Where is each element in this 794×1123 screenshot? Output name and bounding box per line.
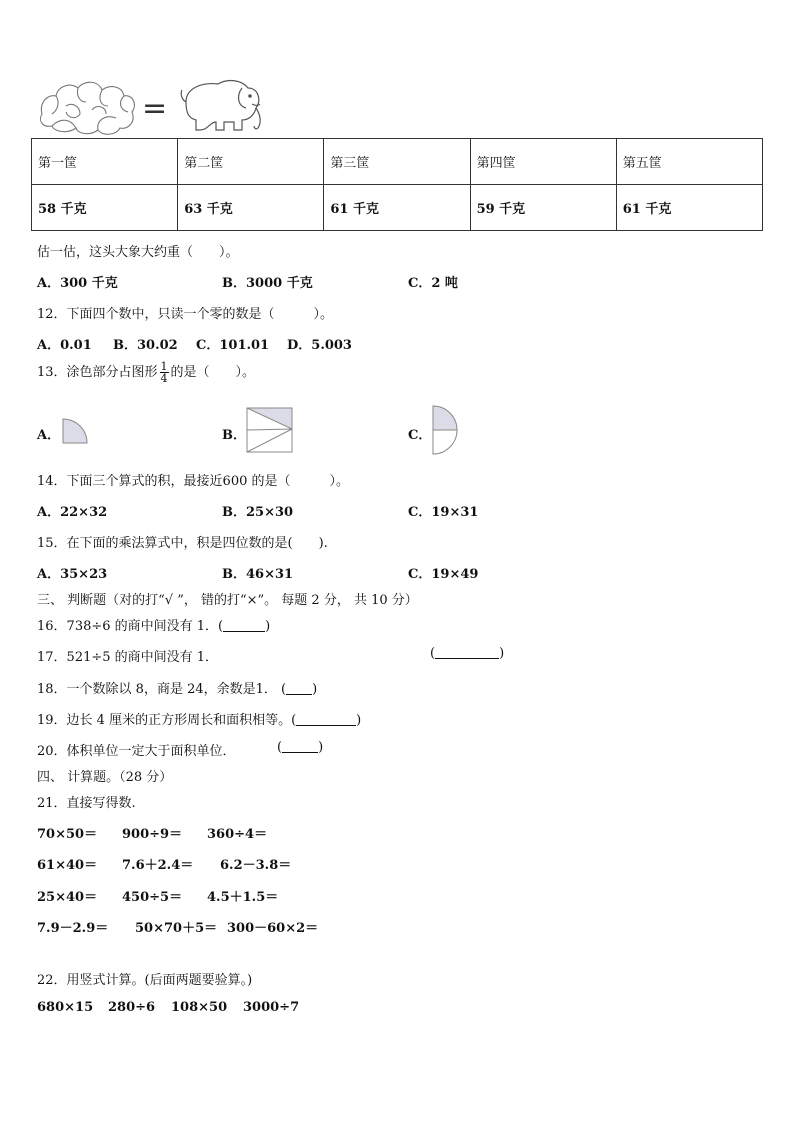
option-b[interactable]: B．30.02: [113, 338, 178, 353]
table-header-row: [32, 139, 763, 185]
fraction-one-quarter: [160, 361, 169, 384]
answer-blank[interactable]: [435, 646, 499, 659]
calc-item: 3000÷7: [243, 1000, 300, 1015]
table-header-cell: 第三筐: [324, 139, 470, 185]
stones-icon: [40, 82, 134, 134]
section-3-heading: 三、 判断题（对的打“√ ”， 错的打“×”。 每题 2 分， 共 10 分）: [37, 593, 418, 608]
answer-blank[interactable]: [282, 740, 318, 753]
option-c[interactable]: C．101.01: [196, 338, 270, 353]
table-header-cell: 第五筐: [616, 139, 762, 185]
option-d[interactable]: D．5.003: [287, 338, 352, 353]
table-cell: 61 千克: [616, 185, 762, 231]
calc-item: 6.2－3.8＝: [220, 858, 292, 873]
calc-item: 7.6＋2.4＝: [122, 858, 194, 873]
option-a[interactable]: A．22×32: [37, 505, 108, 520]
square-figure: [246, 407, 294, 453]
calc-item: 300－60×2＝: [227, 921, 319, 936]
table-header-cell: 第四筐: [470, 139, 616, 185]
question-16: [37, 615, 270, 634]
bracket-close: ): [356, 713, 362, 728]
bracket-close: ): [312, 682, 318, 697]
calc-item: 360÷4＝: [207, 827, 268, 842]
table-cell: 61 千克: [324, 185, 470, 231]
question-22: 22．用竖式计算。(后面两题要验算。): [37, 973, 253, 988]
option-b[interactable]: B．46×31: [222, 567, 294, 582]
table-row: [32, 185, 763, 231]
question-13-prefix: 13．涂色部分占图形: [37, 365, 158, 380]
option-c[interactable]: C．2 吨: [408, 276, 458, 291]
elephant-icon: [181, 81, 260, 130]
bracket-open: (: [277, 740, 283, 755]
table-cell: 59 千克: [470, 185, 616, 231]
answer-blank[interactable]: [296, 713, 356, 726]
fraction-denominator: 4: [160, 372, 168, 385]
bracket-open: (: [430, 646, 436, 661]
option-a[interactable]: A．0.01: [37, 338, 92, 353]
option-b[interactable]: B．25×30: [222, 505, 294, 520]
bracket-close: ): [265, 619, 271, 634]
equals-sign: =: [142, 91, 168, 126]
fraction-numerator: 1: [160, 360, 168, 373]
table-cell: 63 千克: [178, 185, 324, 231]
option-a[interactable]: A．: [37, 428, 61, 443]
question-12: 12．下面四个数中，只读一个零的数是（ ）。: [37, 307, 334, 322]
question-21: 21．直接写得数.: [37, 796, 136, 811]
question-18-text: 18．一个数除以 8，商是 24，余数是1． (: [37, 682, 287, 697]
answer-blank[interactable]: [223, 619, 265, 632]
calc-item: 4.5＋1.5＝: [207, 890, 279, 905]
bracket-close: ): [499, 646, 505, 661]
stones-elephant-illustration: [36, 72, 268, 136]
calc-item: 25×40＝: [37, 890, 98, 905]
option-a[interactable]: A．35×23: [37, 567, 108, 582]
question-14: 14．下面三个算式的积，最接近600 的是（ ）。: [37, 474, 349, 489]
bracket-close: ): [318, 740, 324, 755]
answer-blank[interactable]: [286, 682, 312, 695]
table-cell: 58 千克: [32, 185, 178, 231]
question-17-text: 17．521÷5 的商中间没有 1．: [37, 650, 219, 665]
calc-item: 280÷6: [108, 1000, 156, 1015]
question-16-text: 16．738÷6 的商中间没有 1．(: [37, 619, 224, 634]
question-13-suffix: 的是（ ）。: [170, 365, 256, 380]
semicircle-figure: [432, 405, 460, 455]
question-18: [37, 678, 317, 697]
calc-item: 450÷5＝: [122, 890, 183, 905]
table-header-cell: 第二筐: [178, 139, 324, 185]
calc-item: 50×70＋5＝: [135, 921, 218, 936]
option-a[interactable]: A．300 千克: [37, 276, 118, 291]
option-b[interactable]: B．: [222, 428, 246, 443]
question-20-text: 20．体积单位一定大于面积单位．: [37, 744, 236, 759]
calc-item: 108×50: [171, 1000, 228, 1015]
table-header-cell: 第一筐: [32, 139, 178, 185]
quarter-circle-figure: [62, 418, 90, 444]
option-c[interactable]: C．19×49: [408, 567, 479, 582]
calc-item: 900÷9＝: [122, 827, 183, 842]
calc-item: 7.9－2.9＝: [37, 921, 109, 936]
question-19-text: 19．边长 4 厘米的正方形周长和面积相等。(: [37, 713, 297, 728]
question-17-blank: [430, 646, 504, 661]
option-b[interactable]: B．3000 千克: [222, 276, 313, 291]
calc-item: 70×50＝: [37, 827, 98, 842]
question-15: 15．在下面的乘法算式中，积是四位数的是( ).: [37, 536, 328, 551]
basket-weights-table: [31, 138, 763, 231]
calc-item: 680×15: [37, 1000, 94, 1015]
option-c[interactable]: C．19×31: [408, 505, 479, 520]
section-4-heading: 四、 计算题。（28 分）: [37, 770, 173, 785]
option-c[interactable]: C．: [408, 428, 432, 443]
question-20-blank: [277, 740, 323, 755]
calc-item: 61×40＝: [37, 858, 98, 873]
question-13: [37, 361, 255, 384]
question-estimate: 估一估，这头大象大约重（ ）。: [37, 245, 239, 260]
question-19: [37, 709, 361, 728]
